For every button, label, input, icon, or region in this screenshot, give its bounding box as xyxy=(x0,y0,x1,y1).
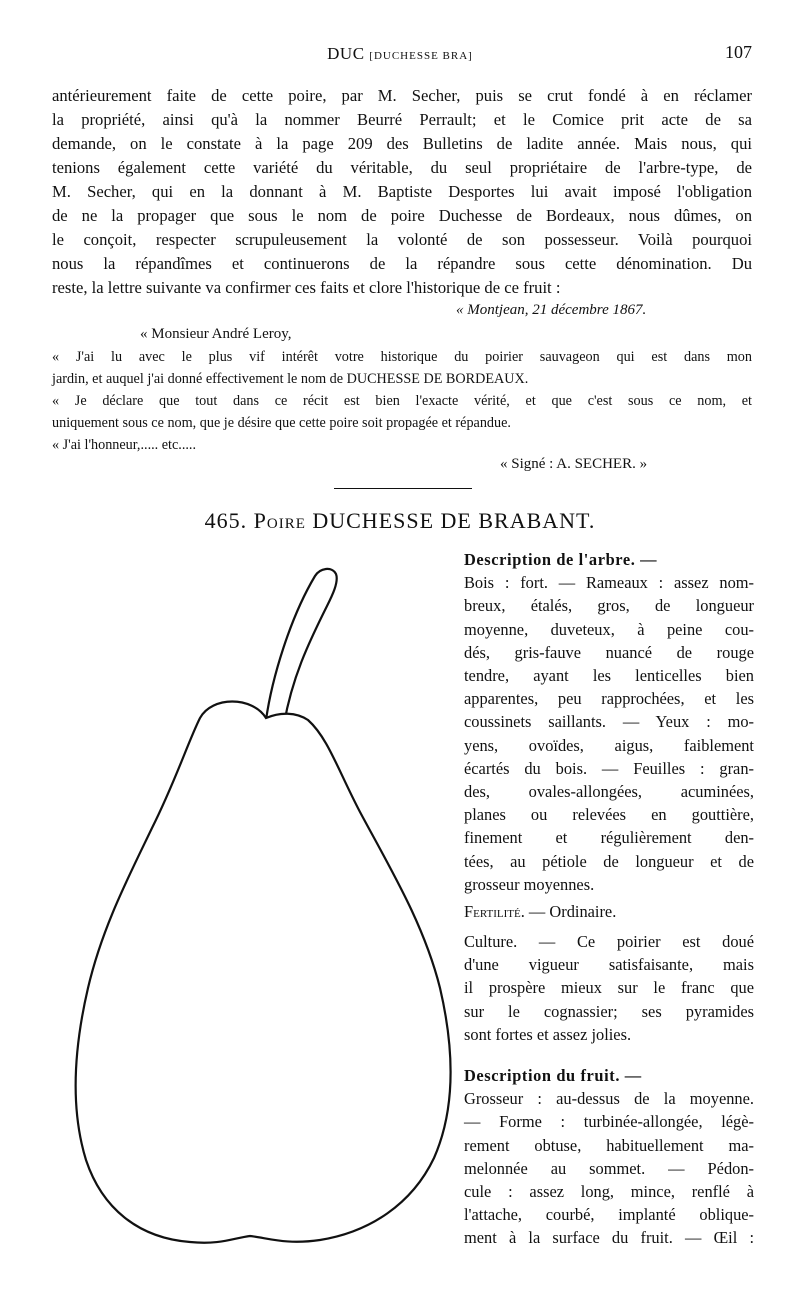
intro-line: la propriété, ainsi qu'à la nommer Beurré Perrault; et le Comice prit acte de sa xyxy=(52,110,752,129)
letter-line: jardin, et auquel j'ai donné effectivement le nom de DUCHESSE DE BORDEAUX. xyxy=(52,371,529,387)
pear-stem xyxy=(266,569,337,724)
letter-line: « J'ai l'honneur,..... etc..... xyxy=(52,437,197,453)
intro-line: nous la répandîmes et continuerons de la répandre sous cette dénomination. Du xyxy=(52,254,752,273)
running-head-bracket: [DUCHESSE BRA] xyxy=(369,50,473,62)
letter-body xyxy=(52,346,752,456)
tree-line: planes ou relevées en gouttière, xyxy=(464,805,754,825)
letter-line: uniquement sous ce nom, que je désire que cette poire soit propagée et répandue. xyxy=(52,415,511,431)
tree-line: apparentes, peu rapprochées, et les xyxy=(464,689,754,709)
tree-line: moyenne, duveteux, à peine cou- xyxy=(464,619,754,639)
section-variety-name: DUCHESSE DE BRABANT. xyxy=(312,508,596,533)
fertility-text: — Ordinaire. xyxy=(528,902,617,921)
running-head-main: DUC xyxy=(327,44,365,63)
fruit-description-heading: Description du fruit. — xyxy=(464,1066,642,1085)
culture xyxy=(464,930,754,1046)
tree-line: tées, au pétiole de longueur et de xyxy=(464,851,754,871)
fertility-label: Fertilité. xyxy=(464,902,525,921)
tree-line: coussinets saillants. — Yeux : mo- xyxy=(464,712,754,732)
fruit-line: melonnée au sommet. — Pédon- xyxy=(464,1158,754,1178)
section-poire-word: Poire xyxy=(253,508,306,533)
letter-salutation: « Monsieur André Leroy, xyxy=(140,326,292,342)
culture-line: sont fortes et assez jolies. xyxy=(464,1024,632,1044)
fruit-line: cule : assez long, mince, renflé à xyxy=(464,1182,754,1202)
tree-description-heading: Description de l'arbre. — xyxy=(464,550,658,569)
tree-line: tendre, ayant les lenticelles bien xyxy=(464,666,754,686)
fruit-line: l'attache, courbé, implanté oblique- xyxy=(464,1205,754,1225)
tree-line: breux, étalés, gros, de longueur xyxy=(464,596,754,616)
fruit-line: ment à la surface du fruit. — Œil : xyxy=(464,1228,754,1248)
letter-signature: « Signé : A. SECHER. » xyxy=(500,456,648,472)
fruit-line: Grosseur : au-dessus de la moyenne. xyxy=(464,1089,754,1109)
tree-line: finement et régulièrement den- xyxy=(464,828,754,848)
section-title xyxy=(0,508,800,534)
letter-date: « Montjean, 21 décembre 1867. xyxy=(456,302,647,318)
fruit-description xyxy=(464,1064,754,1250)
intro-line: reste, la lettre suivante va confirmer ces faits et clore l'historique de ce fruit : xyxy=(52,278,561,297)
running-head xyxy=(0,42,800,66)
intro-line: demande, on le constate à la page 209 des Bulletins de ladite année. Mais nous, qui xyxy=(52,134,752,153)
culture-line: Culture. — Ce poirier est doué xyxy=(464,932,754,951)
intro-line: M. Secher, qui en la donnant à M. Baptiste Desportes lui avait imposé l'obligation xyxy=(52,182,752,201)
tree-line: Bois : fort. — Rameaux : assez nom- xyxy=(464,573,754,593)
letter-line: « J'ai lu avec le plus vif intérêt votre historique du poirier sauvageon qui est dans mon xyxy=(52,349,752,365)
tree-line: écartés du bois. — Feuilles : gran- xyxy=(464,758,754,778)
culture-line: sur le cognassier; ses pyramides xyxy=(464,1001,754,1021)
culture-line: d'une vigueur satisfaisante, mais xyxy=(464,955,754,975)
page-number: 107 xyxy=(725,42,752,62)
intro-line: antérieurement faite de cette poire, par M. Secher, puis se crut fondé à en réclamer xyxy=(52,86,752,105)
pear-outline-drawing-icon xyxy=(40,548,460,1268)
tree-line: des, ovales-allongées, acuminées, xyxy=(464,782,754,802)
intro-paragraph xyxy=(52,84,752,300)
tree-description xyxy=(464,548,754,896)
fruit-line: rement obtuse, habituellement ma- xyxy=(464,1135,754,1155)
section-number: 465. xyxy=(204,508,248,533)
intro-line: tenions également cette variété du véritable, du seul propriétaire de l'arbre-type, de xyxy=(52,158,752,177)
tree-line: dés, gris-fauve nuancé de rouge xyxy=(464,642,754,662)
culture-line: il prospère mieux sur le franc que xyxy=(464,978,754,998)
tree-line: yens, ovoïdes, aigus, faiblement xyxy=(464,735,754,755)
section-divider xyxy=(334,488,472,489)
running-head-title xyxy=(0,44,800,64)
intro-line: de ne la propager que sous le nom de poire Duchesse de Bordeaux, nous dûmes, on xyxy=(52,206,752,225)
intro-line: le conçoit, respecter scrupuleusement la volonté de son possesseur. Voilà pourquoi xyxy=(52,230,752,249)
fertility xyxy=(464,900,754,923)
letter-line: « Je déclare que tout dans ce récit est bien l'exacte vérité, et que c'est sous ce nom, et xyxy=(52,393,752,409)
tree-line: grosseur moyennes. xyxy=(464,874,595,894)
fruit-line: — Forme : turbinée-allongée, légè- xyxy=(464,1112,754,1132)
pear-body xyxy=(76,702,451,1243)
